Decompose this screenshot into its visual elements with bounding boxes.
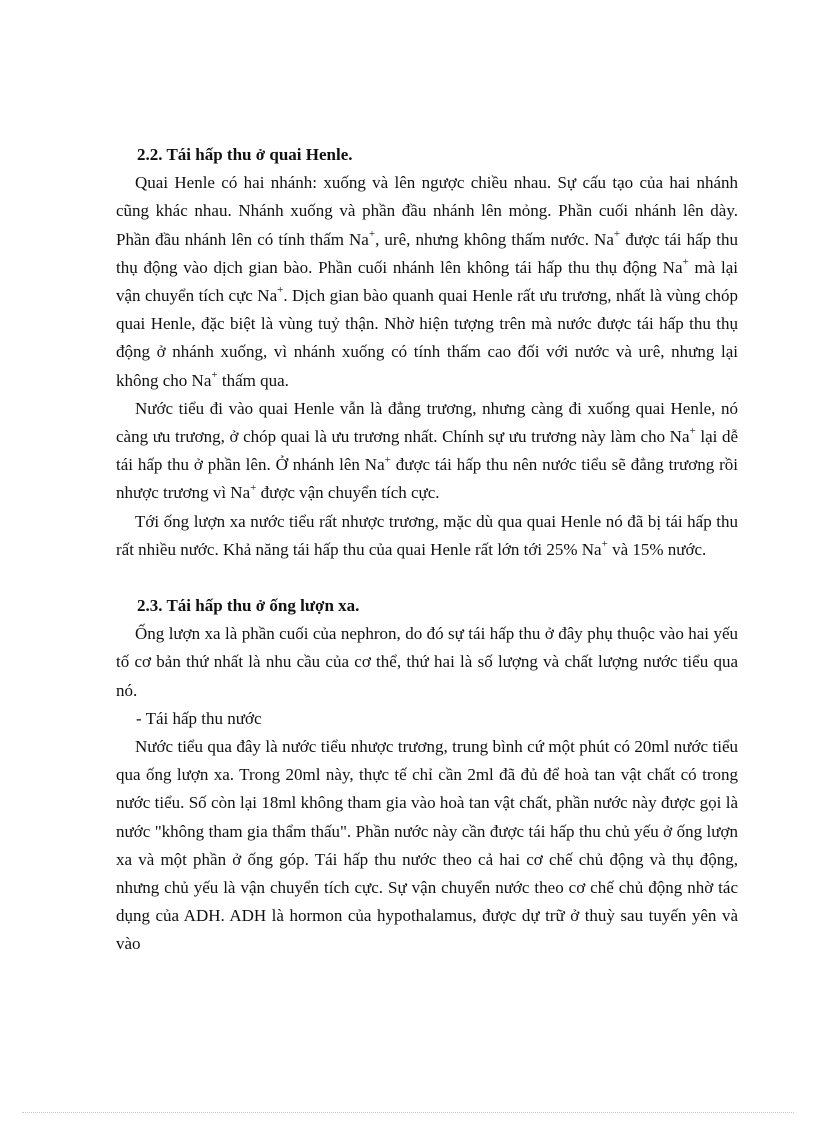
superscript: + bbox=[613, 227, 621, 240]
footer-dotted-rule bbox=[22, 1112, 794, 1113]
paragraph: Ống lượn xa là phần cuối của nephron, do đó sự tái hấp thu ở đây phụ thuộc vào hai yếu tố cơ bản thứ nhất là nhu cầu của cơ thể, thứ hai là số lượng và chất lượng nước tiểu qua nó. bbox=[116, 624, 738, 700]
superscript: + bbox=[250, 481, 257, 494]
superscript: + bbox=[682, 256, 689, 269]
paragraph: Nước tiểu đi vào quai Henle vẫn là đẳng trương, nhưng càng đi xuống quai Henle, nó càng ưu trương, ở chóp quai là ưu trương nhất. Chính sự ưu trương này làm cho Na+ lại dễ tái hấp thu ở phần lên. Ở nhánh lên Na+ được tái hấp thu nên nước tiểu sẽ đẳng trương rồi nhược trương vì Na+ được vận chuyển tích cực. bbox=[116, 398, 738, 503]
superscript: + bbox=[601, 538, 608, 551]
superscript: + bbox=[277, 284, 284, 297]
page-content bbox=[116, 141, 738, 959]
section-heading-2-3: 2.3. Tái hấp thu ở ống lượn xa. bbox=[137, 596, 360, 616]
section-gap bbox=[116, 564, 738, 592]
bullet-item: - Tái hấp thu nước bbox=[136, 708, 262, 728]
superscript: + bbox=[384, 453, 391, 466]
section-heading-2-2: 2.2. Tái hấp thu ở quai Henle. bbox=[137, 145, 353, 164]
superscript: + bbox=[211, 368, 218, 381]
paragraph: Nước tiểu qua đây là nước tiểu nhược trương, trung bình cứ một phút có 20ml nước tiểu qua ống lượn xa. Trong 20ml này, thực tế chỉ cần 2ml đã đủ để hoà tan vật chất có trong nước tiểu. Số còn lại 18ml không tham gia vào hoà tan vật chất, phần nước này được gọi là nước "không tham gia thẩm thấu". Phần nước này cần được tái hấp thu chủ yếu ở ống lượn xa và một phần ở ống góp. Tái hấp thu nước theo cả hai cơ chế chủ động và thụ động, nhưng chủ yếu là vận chuyển tích cực. Sự vận chuyển nước theo cơ chế chủ động nhờ tác dụng của ADH. ADH là hormon của hypothalamus, được dự trữ ở thuỳ sau tuyến yên và vào bbox=[116, 737, 738, 954]
superscript: + bbox=[689, 425, 696, 438]
paragraph: Quai Henle có hai nhánh: xuống và lên ngược chiều nhau. Sự cấu tạo của hai nhánh cũng khác nhau. Nhánh xuống và phần đầu nhánh lên mỏng. Phần cuối nhánh lên dày. Phần đầu nhánh lên có tính thấm Na+, urê, nhưng không thấm nước. Na+ được tái hấp thu thụ động vào dịch gian bào. Phần cuối nhánh lên không tái hấp thu thụ động Na+ mà lại vận chuyển tích cực Na+. Dịch gian bào quanh quai Henle rất ưu trương, nhất là vùng chóp quai Henle, đặc biệt là vùng tuỷ thận. Nhờ hiện tượng trên mà nước được tái hấp thu thụ động ở nhánh xuống, vì nhánh xuống có tính thấm cao đối với nước và urê, nhưng lại không cho Na+ thấm qua. bbox=[116, 173, 738, 390]
paragraph: Tới ống lượn xa nước tiểu rất nhược trương, mặc dù qua quai Henle nó đã bị tái hấp thu rất nhiều nước. Khả năng tái hấp thu của quai Henle rất lớn tới 25% Na+ và 15% nước. bbox=[116, 511, 738, 559]
superscript: + bbox=[368, 227, 376, 240]
